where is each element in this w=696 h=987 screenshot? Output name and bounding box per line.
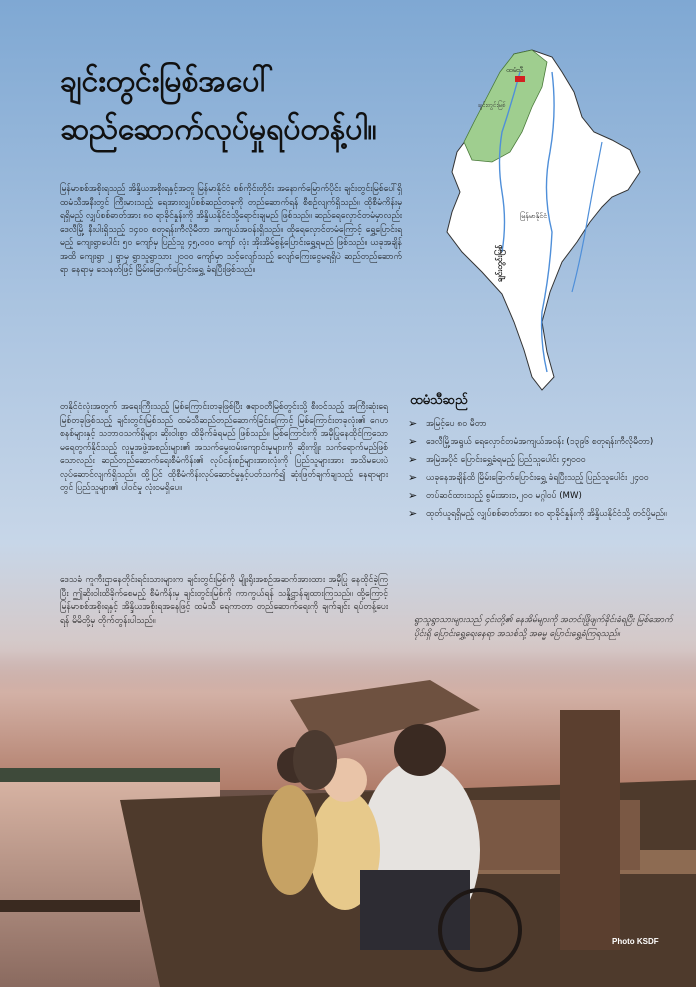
fact-item: ➢ ယခုနေအချိန်ထိ မြိမ်းခြောက်ပြောင်းရွှေ့ ခံရပြီးသည့် ပြည်သူပေါင်း ၂၄၀၀ [408, 471, 649, 484]
wooden-post [560, 710, 620, 950]
title-line-1: ချင်းတွင်းမြစ်အပေါ် [60, 64, 273, 99]
title-line-2: ဆည်ဆောက်လုပ်မှုရပ်တန့်ပါ။ [60, 112, 377, 147]
facts-heading: ထမံသီဆည် [410, 393, 468, 408]
boat-family-photo [0, 640, 696, 987]
paragraph-2: တနိုင်ငံလုံးအတွက် အရေးကြီးသည့် မြစ်ကြောင်းတခုဖြစ်ပြီး ဧရာဝတီမြစ်တွင်းသို့ စီးဝင်သည့် အကြီးဆုံးရေမြစ်တခုဖြစ်သည့် ချင်းတွင်းမြစ်သည် ထမံသီဆည်တည်ဆောက်ခြင်းကြောင့် မြစ်ကြောင်းတခုလုံး၏ ဂေဟစနစ်များနှင့် သဘာဝသက်ရှိများ ဆိုးဝါးစွာ ထိခိုက်ခံရမည် ဖြစ်သည်။ မြစ်ကြောင်းကို အမှီပြုနေထိုင်ကြသော မရေတွက်နိုင်သည့် လူမှုအဖွဲ့အစည်းများ၏ အသက်မွေးဝမ်းကျောင်းမှုများကို ဆိုးကျိုး သက်ရောက်မည်ဖြစ်သောလည်း ဆည်တည်ဆောက်ရေးစီမံကိန်း၏ လုပ်ငန်းစဉ်များအားလုံးကို ပြည်သူများအား အသိမပေးပဲ လုပ်ဆောင်လျက်ရှိသည်။ ထို့ပြင် ထိုစီမံကိန်းလုပ်ဆောင်မှုနှင့်ပတ်သက်၍ ဆုံးဖြတ်ချက်ချသည့် နေရာများတွင် ပြည်သူများ၏ ပါဝင်မှု လုံးဝမရှိပေ။ [60, 402, 388, 493]
dam-facts [406, 392, 676, 525]
map-label-chindwin-vertical: ချင်းတွင်းမြစ် [495, 245, 504, 282]
fact-item: ➢ အမြဲအပိုင် ပြောင်းရွှေ့ခံရမည့် ပြည်သူပေါင်း ၄၅၀၀၀ [408, 453, 586, 466]
map-label-thamanthi: ထမံသီ [506, 66, 524, 74]
facts-note: ရွာသူရွာသားများသည် ၄င်းတို့၏ နေအိမ်များကို အတင်းဖြိုဖျက်ခိုင်းခံရပြီး မြစ်အောက်ပိုင်းရှိ ပြောင်းရွှေ့ရေးနေရာ အသစ်သို့ အဓမ္မ ပြောင်းရွှေ့ခံကြရသည်။ [414, 615, 673, 639]
distant-shore [0, 768, 220, 782]
map-label-burma: မြန်မာနိုင်ငံ [520, 212, 548, 220]
arrow-bullet-icon: ➢ [408, 417, 418, 430]
arrow-bullet-icon: ➢ [408, 489, 418, 502]
mother-skirt [360, 870, 470, 950]
side-rail [0, 900, 140, 912]
page-title [60, 58, 420, 154]
arrow-bullet-icon: ➢ [408, 435, 418, 448]
fact-item: ➢ ထုတ်ယူရရှိမည့် လျှပ်စစ်ဓာတ်အား ၈၀ ရာခိုင်နှုန်းကို အိန္ဒိယနိုင်ငံသို့ တင်ပို့မည်။ [408, 507, 667, 520]
map-label-chindwin: ချင်းတွင်းမြစ် [478, 102, 506, 109]
person-boy [262, 785, 318, 895]
arrow-bullet-icon: ➢ [408, 471, 418, 484]
fact-item: ➢ အမြင့်ပေ ၈၀ မီတာ [408, 417, 487, 430]
person-mother-head [394, 724, 446, 776]
arrow-bullet-icon: ➢ [408, 507, 418, 520]
person-man [293, 730, 337, 790]
photo-credit: Photo KSDF [612, 937, 659, 946]
paragraph-3: ဒေသခံ ကူကီးဌာနေတိုင်းရင်းသားများက ချင်းတွင်းမြစ်ကို မျိုးရိုးအစဉ်အဆက်အားထား အမှီပြု နေထိုင်ခဲ့ကြပြီး ဤဆိုးဝါးထိခိုက်စေမည့် စီမံကိန်းမှ ချင်းတွင်းမြစ်ကို ကာကွယ်ရန် သန္နိဋ္ဌာန်ချထားကြသည်။ ထို့ကြောင့် မြန်မာစစ်အစိုးရနှင့် အိန္ဒိယအစိုးရအနေဖြင့် ထမံသီ ရေကာတာ တည်ဆောက်ရေးကို ချက်ချင်း ရပ်တန့်ပေးရန် မိမိတို့မှ တိုက်တွန်းပါသည်။ [60, 575, 388, 626]
fact-item: ➢ ဒေလီမြို့အရွယ် ရေလှောင်တမံအကျယ်အဝန်း (၁၃၉၆ စတုရန်းကီလိုမီတာ) [408, 435, 654, 448]
arrow-bullet-icon: ➢ [408, 453, 418, 466]
burma-map [402, 32, 652, 397]
facts-list [406, 417, 676, 521]
fact-item: ➢ တပ်ဆင်ထားသည့် စွမ်းအား၁,၂၀၀ မဂ္ဂါဝပ် (MW) [408, 489, 582, 502]
dam-site-marker [515, 76, 525, 82]
paragraph-1: မြန်မာစစ်အစိုးရသည် အိန္ဒိယအစိုးရနှင့်အတူ မြန်မာနိုင်ငံ စစ်ကိုင်းတိုင်း အနောက်မြောက်ပိုင်း ချင်းတွင်းမြစ်ပေါ်ရှိ ထမံသီအနီးတွင် ကြီးမားသည့် ရေအားလျှပ်စစ်ဆည်တခုကို တည်ဆောက်ရန် စီစဉ်လျက်ရှိသည်။ ထိုစီမံကိန်းမှ ရရှိမည့် လျှပ်စစ်ဓာတ်အား ၈၀ ရာခိုင်နှုန်းကို အိန္ဒိယနိုင်ငံသို့ရောင်းချမည် ဖြစ်သည်။ ဆည်ရေလှောင်တမံမှာလည်း ဒေလီမြို့ နီးပါးရှိသည့် ၁၄၀၀ စတုရန်းကီလိုမီတာ အကျယ်အဝန်းရှိသည်။ ထိုရေလှောင်တမံကြောင့် ရွှေ့ပြောင်းရမည့် ကျေးရွာပေါင်း ၅၀ ကျော်မှ ပြည်သူ ၄၅,၀၀၀ ကျော် လုံး အိုးအိမ်စွန့်ပြောင်းရွှေ့ရမည် ဖြစ်သည်။ ယခုအချိန်အထိ ကျေးရွာ ၂ ရွာမှ ရွာသူရွာသား ၂၀၀၀ ကျော်မှာ သင့်လျော်သည့် လျော်ကြေးငွေမရရှိပဲ ဆည်တည်ဆောက်ရာ နေရာမှ သေနတ်ဖြင့် မြိမ်းခြောက်ပြောင်းရွှေ့ ခံရပြီးဖြစ်သည်။ [60, 184, 402, 275]
burma-outline [447, 50, 640, 390]
